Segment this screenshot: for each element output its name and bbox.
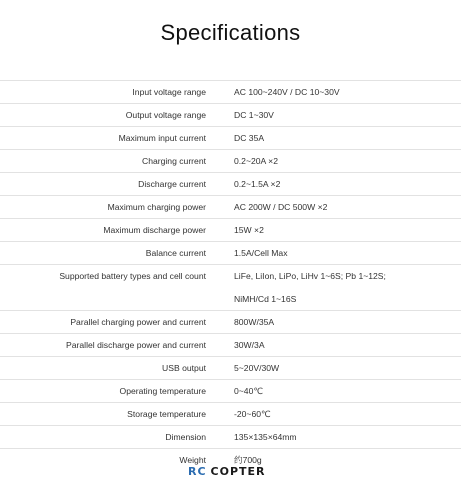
- spec-value-line: NiMH/Cd 1~16S: [234, 293, 297, 304]
- spec-label: Parallel discharge power and current: [66, 340, 206, 350]
- spec-value: 135×135×64mm: [234, 432, 297, 442]
- spec-row: [0, 403, 461, 426]
- spec-row: [0, 127, 461, 150]
- spec-value: DC 35A: [234, 133, 265, 143]
- spec-value: 0~40℃: [234, 385, 264, 396]
- spec-value: 约700g: [234, 455, 262, 465]
- spec-value: AC 100~240V / DC 10~30V: [234, 87, 340, 97]
- spec-label: Maximum input current: [118, 133, 206, 143]
- rc-copter-logo: [188, 465, 278, 478]
- spec-value: 30W/3A: [234, 340, 265, 350]
- spec-label: Operating temperature: [119, 386, 206, 396]
- page-title: Specifications: [160, 20, 301, 45]
- logo-rc-text: RC: [188, 465, 207, 478]
- spec-row: [0, 196, 461, 219]
- spec-label: Storage temperature: [127, 409, 206, 419]
- spec-value: 5~20V/30W: [234, 363, 280, 373]
- spec-label: Maximum discharge power: [103, 225, 206, 235]
- spec-value: 0.2~20A ×2: [234, 156, 278, 166]
- spec-row: [0, 81, 461, 104]
- spec-row: [0, 104, 461, 127]
- spec-label: USB output: [162, 363, 206, 373]
- spec-label: Weight: [179, 455, 206, 465]
- spec-row: [0, 311, 461, 334]
- spec-label: Supported battery types and cell count: [59, 271, 206, 281]
- spec-value: AC 200W / DC 500W ×2: [234, 202, 328, 212]
- spec-value: 15W ×2: [234, 225, 264, 235]
- logo-copter-text: COPTER: [210, 465, 266, 478]
- spec-label: Dimension: [165, 432, 206, 442]
- spec-label: Input voltage range: [132, 87, 206, 97]
- spec-row: [0, 242, 461, 265]
- spec-row: [0, 426, 461, 449]
- spec-row: [0, 219, 461, 242]
- spec-value: [216, 265, 461, 310]
- spec-value: 1.5A/Cell Max: [234, 248, 288, 258]
- spec-row: [0, 357, 461, 380]
- spec-value-line: LiFe, LiIon, LiPo, LiHv 1~6S; Pb 1~12S;: [234, 271, 386, 282]
- spec-label: Output voltage range: [125, 110, 206, 120]
- spec-table: [0, 80, 461, 471]
- spec-value: DC 1~30V: [234, 110, 274, 120]
- spec-row: [0, 334, 461, 357]
- spec-row: [0, 380, 461, 403]
- spec-row: [0, 265, 461, 311]
- spec-row: [0, 173, 461, 196]
- spec-label: Discharge current: [138, 179, 206, 189]
- spec-row: [0, 150, 461, 173]
- spec-value: 800W/35A: [234, 317, 275, 327]
- spec-label: Charging current: [141, 156, 206, 166]
- spec-value: 0.2~1.5A ×2: [234, 179, 281, 189]
- spec-label: Maximum charging power: [107, 202, 206, 212]
- spec-value: -20~60℃: [234, 408, 271, 419]
- spec-label: Balance current: [145, 248, 206, 258]
- spec-label: Parallel charging power and current: [70, 317, 206, 327]
